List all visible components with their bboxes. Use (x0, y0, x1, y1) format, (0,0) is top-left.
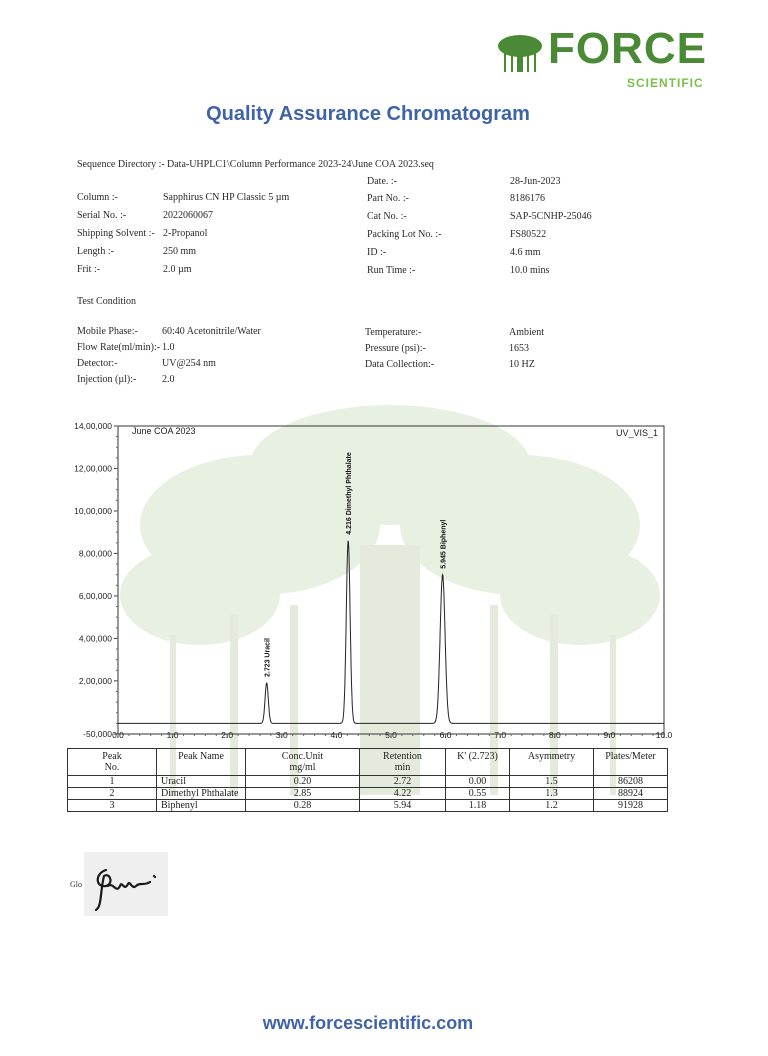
serial-value: 2022060067 (163, 210, 213, 221)
signature-image (84, 852, 168, 916)
data-collection-label: Data Collection:- (365, 359, 435, 370)
detector-value: UV@254 nm (162, 358, 216, 369)
results-table (67, 748, 668, 812)
solvent-label: Shipping Solvent :- (77, 228, 155, 239)
mobile-phase-label: Mobile Phase:- (77, 326, 138, 337)
packing-lot-label: Packing Lot No. :- (367, 229, 442, 240)
cell-conc: 0.28 (246, 800, 360, 812)
test-condition-heading: Test Condition (77, 296, 137, 307)
y-tick-label: 6,00,000 (78, 590, 112, 601)
x-tick-label: 7.0 (494, 730, 507, 740)
run-time-label: Run Time :- (367, 265, 416, 276)
table-row (68, 800, 668, 812)
signature-label: Glo (70, 880, 82, 889)
y-tick-label: 12,00,000 (74, 463, 112, 474)
cell-conc: 0.20 (246, 776, 360, 788)
document-title: Quality Assurance Chromatogram (206, 103, 530, 125)
y-tick-label: 14,00,000 (74, 421, 112, 431)
sequence-label: Sequence Directory :- (77, 159, 165, 170)
cell-k-prime: 1.18 (446, 800, 510, 812)
y-tick-label: 4,00,000 (78, 633, 112, 644)
temperature-label: Temperature:- (365, 327, 422, 338)
date-label: Date. :- (367, 176, 397, 187)
website-link[interactable]: www.forcescientific.com (262, 1013, 474, 1033)
part-no-label: Part No. :- (367, 193, 409, 204)
x-tick-label: 8.0 (548, 730, 561, 740)
frit-value: 2.0 µm (163, 264, 192, 275)
serial-label: Serial No. :- (77, 210, 127, 221)
injection-value: 2.0 (162, 374, 175, 385)
y-tick-label: 2,00,000 (78, 675, 112, 686)
pressure-value: 1653 (509, 343, 529, 354)
x-tick-label: 5.0 (385, 730, 397, 740)
cat-no-label: Cat No. :- (367, 211, 407, 222)
col-retention: Retention min (360, 749, 446, 776)
column-label: Column :- (77, 192, 118, 203)
injection-label: Injection (µl):- (77, 374, 137, 385)
table-row (68, 788, 668, 800)
col-k-prime: K' (2.723) (446, 749, 510, 776)
part-no-value: 8186176 (510, 193, 545, 204)
cell-peak-no: 1 (68, 776, 157, 788)
x-tick-label: 2.0 (221, 730, 234, 740)
sequence-value: Data-UHPLC1\Column Performance 2023-24\June COA 2023.seq (167, 159, 434, 170)
y-tick-label: 10,00,000 (74, 505, 112, 516)
cell-peak-name: Uracil (157, 776, 246, 788)
cat-no-value: SAP-5CNHP-25046 (510, 211, 592, 222)
cell-peak-name: Biphenyl (157, 800, 246, 812)
peak-label: 4.216 Dimethyl Phthalate (346, 452, 354, 535)
id-label: ID :- (367, 247, 387, 258)
flow-rate-value: 1.0 (162, 342, 175, 353)
brand-subtitle: SCIENTIFIC (627, 76, 704, 90)
packing-lot-value: FS80522 (510, 229, 547, 240)
cell-asymmetry: 1.2 (510, 800, 594, 812)
run-time-value: 10.0 mins (510, 265, 550, 276)
cell-peak-no: 3 (68, 800, 157, 812)
chromatogram-chart (60, 420, 676, 740)
table-header-row (68, 749, 668, 776)
cell-peak-name: Dimethyl Phthalate (157, 788, 246, 800)
cell-plates: 88924 (594, 788, 668, 800)
plot-frame (118, 426, 664, 734)
peak-label: 2.723 Uracil (264, 638, 272, 678)
detector-label: Detector:- (77, 358, 118, 369)
peak-label: 5.945 Biphenyl (440, 519, 448, 569)
chart-title: June COA 2023 (132, 426, 196, 436)
y-tick-label: 8,00,000 (78, 548, 112, 559)
cell-asymmetry: 1.3 (510, 788, 594, 800)
cell-retention: 5.94 (360, 800, 446, 812)
col-plates: Plates/Meter (594, 749, 668, 776)
column-value: Sapphirus CN HP Classic 5 µm (163, 192, 290, 203)
x-tick-label: 1.0 (166, 730, 179, 740)
col-conc-unit: Conc.Unit mg/ml (246, 749, 360, 776)
x-tick-label: 10.0 (655, 730, 673, 740)
chromatogram-trace (118, 541, 664, 724)
col-peak-no: Peak No. (68, 749, 157, 776)
table-row (68, 776, 668, 788)
x-tick-label: 3.0 (275, 730, 288, 740)
mobile-phase-value: 60:40 Acetonitrile/Water (162, 326, 261, 337)
x-tick-label: 9.0 (603, 730, 616, 740)
flow-rate-label: Flow Rate(ml/min):- (77, 342, 161, 353)
brand-name: FORCE (548, 24, 707, 73)
cell-plates: 86208 (594, 776, 668, 788)
length-label: Length :- (77, 246, 114, 257)
chart-channel: UV_VIS_1 (615, 428, 658, 438)
cell-conc: 2.85 (246, 788, 360, 800)
cell-asymmetry: 1.5 (510, 776, 594, 788)
y-tick-label: -50,000 (83, 729, 112, 739)
length-value: 250 mm (163, 246, 197, 257)
x-tick-label: 4.0 (330, 730, 343, 740)
cell-peak-no: 2 (68, 788, 157, 800)
cell-plates: 91928 (594, 800, 668, 812)
pressure-label: Pressure (psi):- (365, 343, 426, 354)
frit-label: Frit :- (77, 264, 101, 275)
temperature-value: Ambient (509, 327, 544, 338)
id-value: 4.6 mm (510, 247, 541, 258)
solvent-value: 2-Propanol (163, 228, 208, 239)
logo-tree-icon (496, 34, 544, 74)
cell-retention: 2.72 (360, 776, 446, 788)
date-value: 28-Jun-2023 (510, 176, 561, 187)
cell-k-prime: 0.00 (446, 776, 510, 788)
cell-k-prime: 0.55 (446, 788, 510, 800)
data-collection-value: 10 HZ (509, 359, 535, 370)
col-peak-name: Peak Name (157, 749, 246, 776)
cell-retention: 4.22 (360, 788, 446, 800)
x-tick-label: 6.0 (439, 730, 452, 740)
x-tick-label: 0.0 (112, 730, 124, 740)
col-asymmetry: Asymmetry (510, 749, 594, 776)
